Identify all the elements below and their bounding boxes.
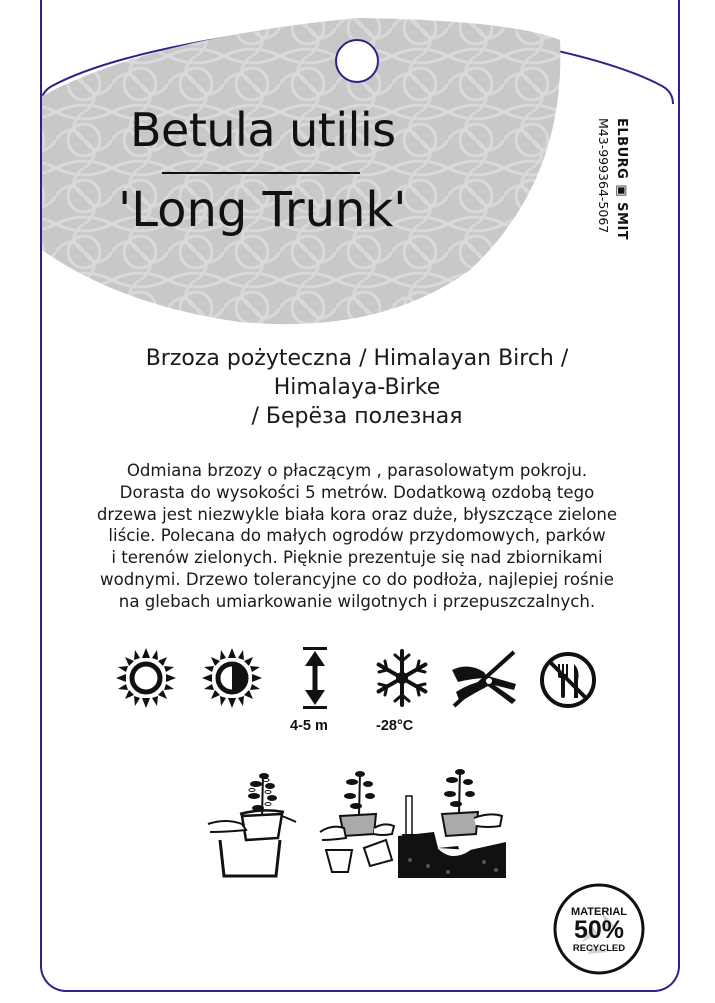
partial-shade-icon [202, 648, 262, 708]
loosen-roots-step-icon [318, 768, 396, 874]
full-sun-icon [116, 648, 176, 708]
recycled-line-3: RECYCLED [572, 943, 626, 954]
latin-name-title: Betula utilis [130, 103, 396, 157]
description-line: i terenów zielonych. Pięknie prezentuje się nad zbiornikami [111, 548, 603, 568]
height-arrow-icon [300, 646, 330, 710]
description-line: na glebach umiarkowanie wilgotnych i przepuszczalnych. [118, 591, 596, 611]
plant-in-soil-step-icon [398, 766, 508, 880]
description-line: Dorasta do wysokości 5 metrów. Dodatkową ozdobą tego [119, 482, 595, 502]
common-name-line: / Берёза полезная [251, 404, 463, 429]
frost-label: -28°C [376, 718, 414, 734]
snowflake-icon [372, 648, 432, 708]
description-line: wodnymi. Drzewo tolerancyjne co do podłoża, najlepiej rośnie [100, 569, 614, 589]
cultivar-title: 'Long Trunk' [118, 182, 407, 238]
plant-description [72, 460, 642, 613]
no-pruning-icon [448, 648, 520, 710]
brand-name: ELBURG ▣ SMIT [614, 118, 629, 241]
common-name-line: Brzoza pożyteczna / Himalayan Birch / [145, 346, 569, 371]
not-edible-icon [538, 650, 598, 710]
description-line: drzewa jest niezwykle biała kora oraz duże, błyszczące zielone [96, 504, 618, 524]
remove-pot-step-icon [206, 768, 298, 880]
title-divider [162, 172, 360, 174]
recycled-percentage: 50% [573, 916, 625, 944]
height-label: 4-5 m [290, 718, 328, 734]
common-names [80, 344, 634, 431]
product-code: M43-999364-5067 [596, 118, 611, 234]
description-line: Odmiana brzozy o płaczącym , parasolowatym pokroju. [126, 461, 588, 480]
description-line: liście. Polecana do małych ogrodów przydomowych, parków [108, 526, 606, 546]
common-name-line: Himalaya-Birke [273, 375, 441, 400]
recycled-line-1: MATERIAL [570, 906, 627, 918]
